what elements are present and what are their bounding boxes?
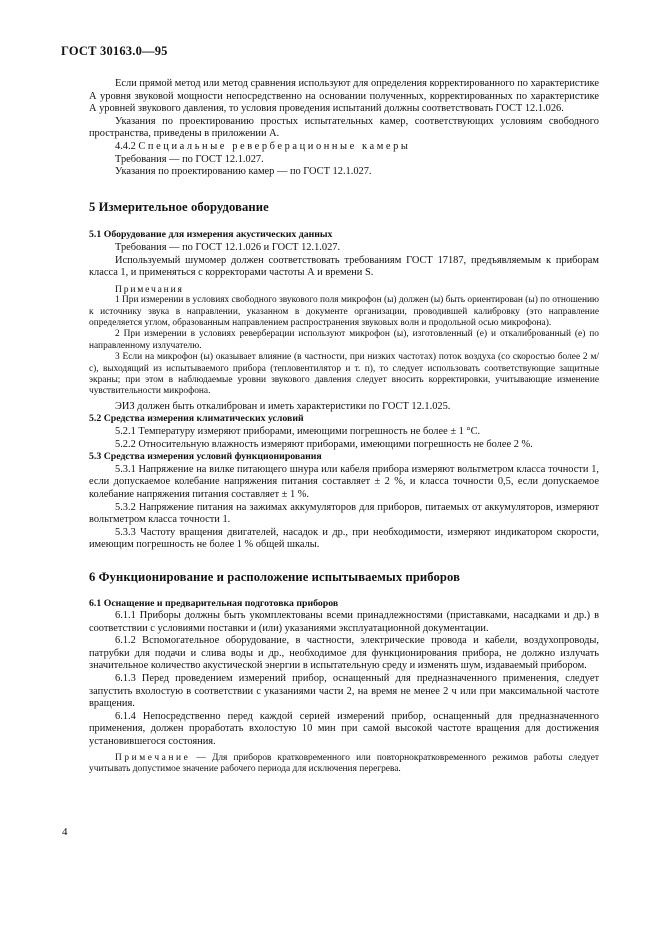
paragraph: Требования — по ГОСТ 12.1.026 и ГОСТ 12.1.027.	[115, 241, 341, 253]
subsection-title: Специальные реверберационные камеры	[138, 140, 411, 152]
paragraph: ЭИЗ должен быть откалиброван и иметь характеристики по ГОСТ 12.1.025.	[115, 400, 451, 412]
page-number: 4	[62, 826, 68, 838]
requirement-line: Указания по проектированию камер — по ГОСТ 12.1.027.	[115, 166, 372, 178]
subsection-61-title: 6.1 Оснащение и предварительная подготовка приборов	[89, 597, 339, 609]
paragraph: Используемый шумомер должен соответствовать требованиям ГОСТ 17187, предъявляемым к приборам класса 1, и применяться с корректорами частоты А и времени S.	[89, 254, 599, 279]
paragraph: 5.3.2 Напряжение питания на зажимах аккумуляторов для приборов, питаемых от аккумуляторов, измеряют вольтметром класса точности 1.	[89, 501, 599, 526]
page-header: ГОСТ 30163.0—95	[61, 44, 168, 58]
note-text: — Для приборов кратковременного или повторнократковременного режимов работы следует учитывать допустимое значение рабочего периода для исключения перегрева.	[89, 752, 599, 775]
paragraph: 6.1.4 Непосредственно перед каждой серией измерений прибор, оснащенный для предназначенного применения, должен проработать вхолостую 10 мин при самой высокой частоте вращения для достижения установившегося состояния.	[89, 710, 599, 748]
subsection-number: 4.4.2	[115, 140, 136, 152]
requirement-line: Требования — по ГОСТ 12.1.027.	[115, 153, 264, 165]
subsection-52-title: 5.2 Средства измерения климатических условий	[89, 413, 304, 425]
section-6-title: 6 Функционирование и расположение испытываемых приборов	[89, 569, 460, 584]
note-label: Примечание	[115, 752, 191, 763]
note-item: 3 Если на микрофон (ы) оказывает влияние (в частности, при низких частотах) поток воздуха (со скоростью более 2 м/с), выходящий из испытываемого прибора (тепловентилятор и т. п), то следует использовать соответствующие защитные экраны; при этом в наблюдаемые уровни звукового давления следует вносить корректировки, учитывающие изменение чувствительности микрофона.	[89, 352, 599, 397]
paragraph: 6.1.1 Приборы должны быть укомплектованы всеми принадлежностями (приставками, насадками и др.) в соответствии с условиями поставки и (или) указаниями эксплуатационной документации.	[89, 610, 599, 634]
notes-title: Примечания	[115, 283, 184, 295]
paragraph: 5.3.1 Напряжение на вилке питающего шнура или кабеля прибора измеряют вольтметром класса точности 1, если допускаемое колебание напряжения питания составляет ± 2 %, и класса точности 0,5, если допускаемое колебание напряжения питания составляет ± 1 %.	[89, 463, 599, 500]
note-item: 1 При измерении в условиях свободного звукового поля микрофон (ы) должен (ы) быть ориентирован (ы) по отношению к источнику звука в направлении, указанном в документе организации, проводившей калибровку (это направление определяется углом, образованным направлением распространения звуковых волн и продольной осью микрофона).	[89, 295, 599, 328]
subsection-442-heading	[89, 141, 599, 154]
paragraph: 6.1.2 Вспомогательное оборудование, в частности, электрические провода и кабели, воздухопроводы, патрубки для подачи и слива воды и др., необходимое для функционирования прибора, не должно излучать значительное количество акустической энергии в испытательную среду и изменять шум, издаваемый прибором.	[89, 635, 599, 672]
paragraph: 5.3.3 Частоту вращения двигателей, насадок и др., при необходимости, измеряют индикатором скорости, имеющим погрешность не более 1 % общей шкалы.	[89, 526, 599, 551]
paragraph: 5.2.2 Относительную влажность измеряют приборами, имеющими погрешность не более 2 %.	[115, 438, 533, 450]
page-content	[89, 78, 599, 775]
paragraph: 6.1.3 Перед проведением измерений прибор, оснащенный для предназначенного применения, следует запустить вхолостую в соответствии с указаниями части 2, на время не менее 2 ч или при максимальной частоте вращения.	[89, 673, 599, 710]
final-note	[89, 753, 599, 776]
section-5-title: 5 Измерительное оборудование	[89, 199, 269, 214]
note-item: 2 При измерении в условиях реверберации используют микрофон (ы), изготовленный (е) и откалиброванный (е) по направленному излучателю.	[89, 329, 599, 351]
subsection-53-title: 5.3 Средства измерения условий функционирования	[89, 451, 322, 463]
subsection-51-title: 5.1 Оборудование для измерения акустических данных	[89, 229, 333, 241]
intro-paragraph: Указания по проектированию простых испытательных камер, соответствующих условиям свободного пространства, приведены в приложении А.	[89, 115, 599, 140]
paragraph: 5.2.1 Температуру измеряют приборами, имеющими погрешность не более ± 1 °С.	[115, 425, 481, 437]
intro-paragraph: Если прямой метод или метод сравнения используют для определения корректированного по характеристике А уровня звуковой мощности непосредственно на основании полученных, корректированных по характеристике А уровней звукового давления, то условия проведения испытаний должны соответствовать ГОСТ 12.1.026.	[89, 78, 599, 115]
